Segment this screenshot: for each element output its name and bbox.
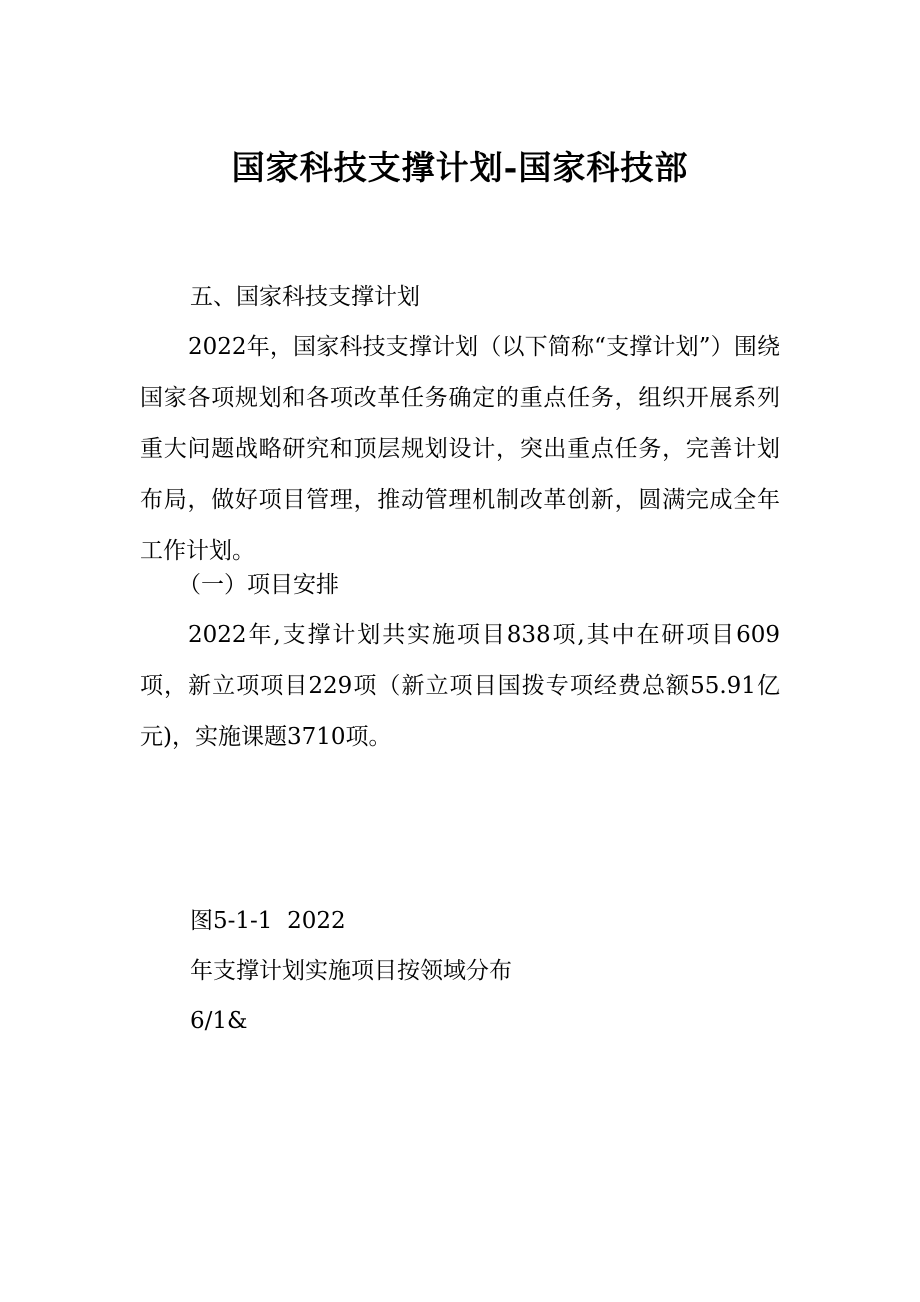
- section-heading: 五、国家科技支撑计划: [190, 284, 420, 310]
- subsection-heading: （一）项目安排: [178, 572, 339, 598]
- figure-caption-line-3: 6/1&: [190, 1008, 248, 1034]
- paragraph-projects: 2022年,支撑计划共实施项目838项,其中在研项目609项，新立项项目229项（新立项目国拨专项经费总额55.91亿元)，实施课题3710项。: [140, 622, 780, 750]
- paragraph-intro: 2022年，国家科技支撑计划（以下简称“支撑计划”）围绕国家各项规划和各项改革任务确定的重点任务，组织开展系列重大问题战略研究和顶层规划设计，突出重点任务，完善计划布局，做好项目管理，推动管理机制改革创新，圆满完成全年工作计划。: [140, 334, 780, 564]
- page-title: 国家科技支撑计划-国家科技部: [231, 148, 689, 187]
- figure-caption-line-1: 图5-1-1 2022: [190, 908, 346, 934]
- figure-caption-line-2: 年支撑计划实施项目按领域分布: [190, 958, 512, 984]
